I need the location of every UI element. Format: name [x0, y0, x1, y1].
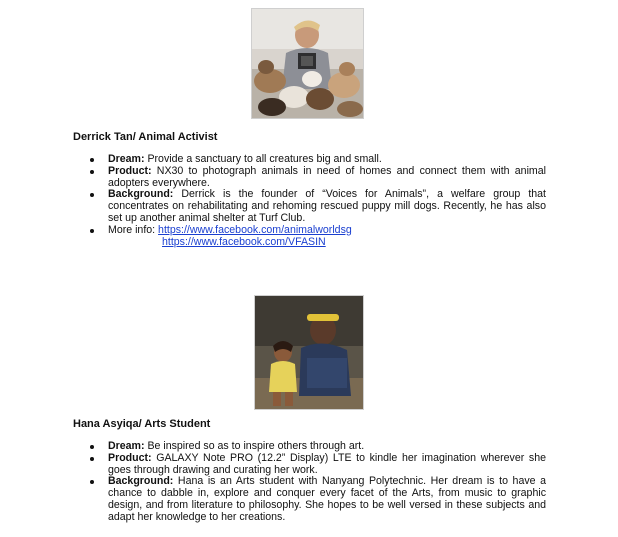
dream-label: Dream: — [108, 153, 145, 165]
profile-name: Derrick Tan/ Animal Activist — [73, 131, 218, 143]
hana-with-child-image — [255, 296, 363, 409]
background-label: Background: — [108, 475, 174, 488]
more-info-label: More info: — [108, 223, 159, 236]
derrick-photo — [251, 8, 364, 119]
list-item — [88, 476, 546, 523]
list-item — [88, 453, 546, 477]
dream-text: Be inspired so as to inspire others through art. — [144, 440, 365, 452]
background-label: Background: — [108, 188, 174, 201]
list-item — [88, 225, 546, 249]
background-text: Derrick is the founder of “Voices for Animals”, a welfare group that concentrates on rehabilitating and rehoming rescued puppy mill dogs. Recently, he has also set up another animal shelter at Turf Club. — [108, 188, 546, 224]
product-text: NX30 to photograph animals in need of homes and connect them with animal adopters everywhere. — [108, 164, 546, 189]
product-text: GALAXY Note PRO (12.2” Display) LTE to kindle her imagination wherever she goes through drawing and curating her work. — [108, 451, 546, 476]
background-text: Hana is an Arts student with Nanyang Polytechnic. Her dream is to have a chance to dabble in, explore and conquer every facet of the Arts, from music to graphic design, and from literature to philosophy. She hopes to be well versed in these subjects and adapt her knowledge to her creations. — [108, 475, 546, 523]
product-label: Product: — [108, 451, 152, 464]
dream-text: Provide a sanctuary to all creatures big and small. — [144, 153, 382, 165]
list-item — [88, 166, 546, 190]
profile-details-list — [88, 441, 546, 524]
facebook-link-vfasin[interactable]: https://www.facebook.com/VFASIN — [162, 235, 326, 248]
profile-name: Hana Asyiqa/ Arts Student — [73, 418, 211, 430]
hana-photo — [254, 295, 364, 410]
dream-label: Dream: — [108, 440, 145, 452]
profile-details-list — [88, 154, 546, 248]
facebook-link-animalworldsg[interactable]: https://www.facebook.com/animalworldsg — [158, 223, 352, 236]
product-label: Product: — [108, 164, 152, 177]
derrick-with-dogs-image — [252, 9, 363, 118]
list-item — [88, 189, 546, 224]
